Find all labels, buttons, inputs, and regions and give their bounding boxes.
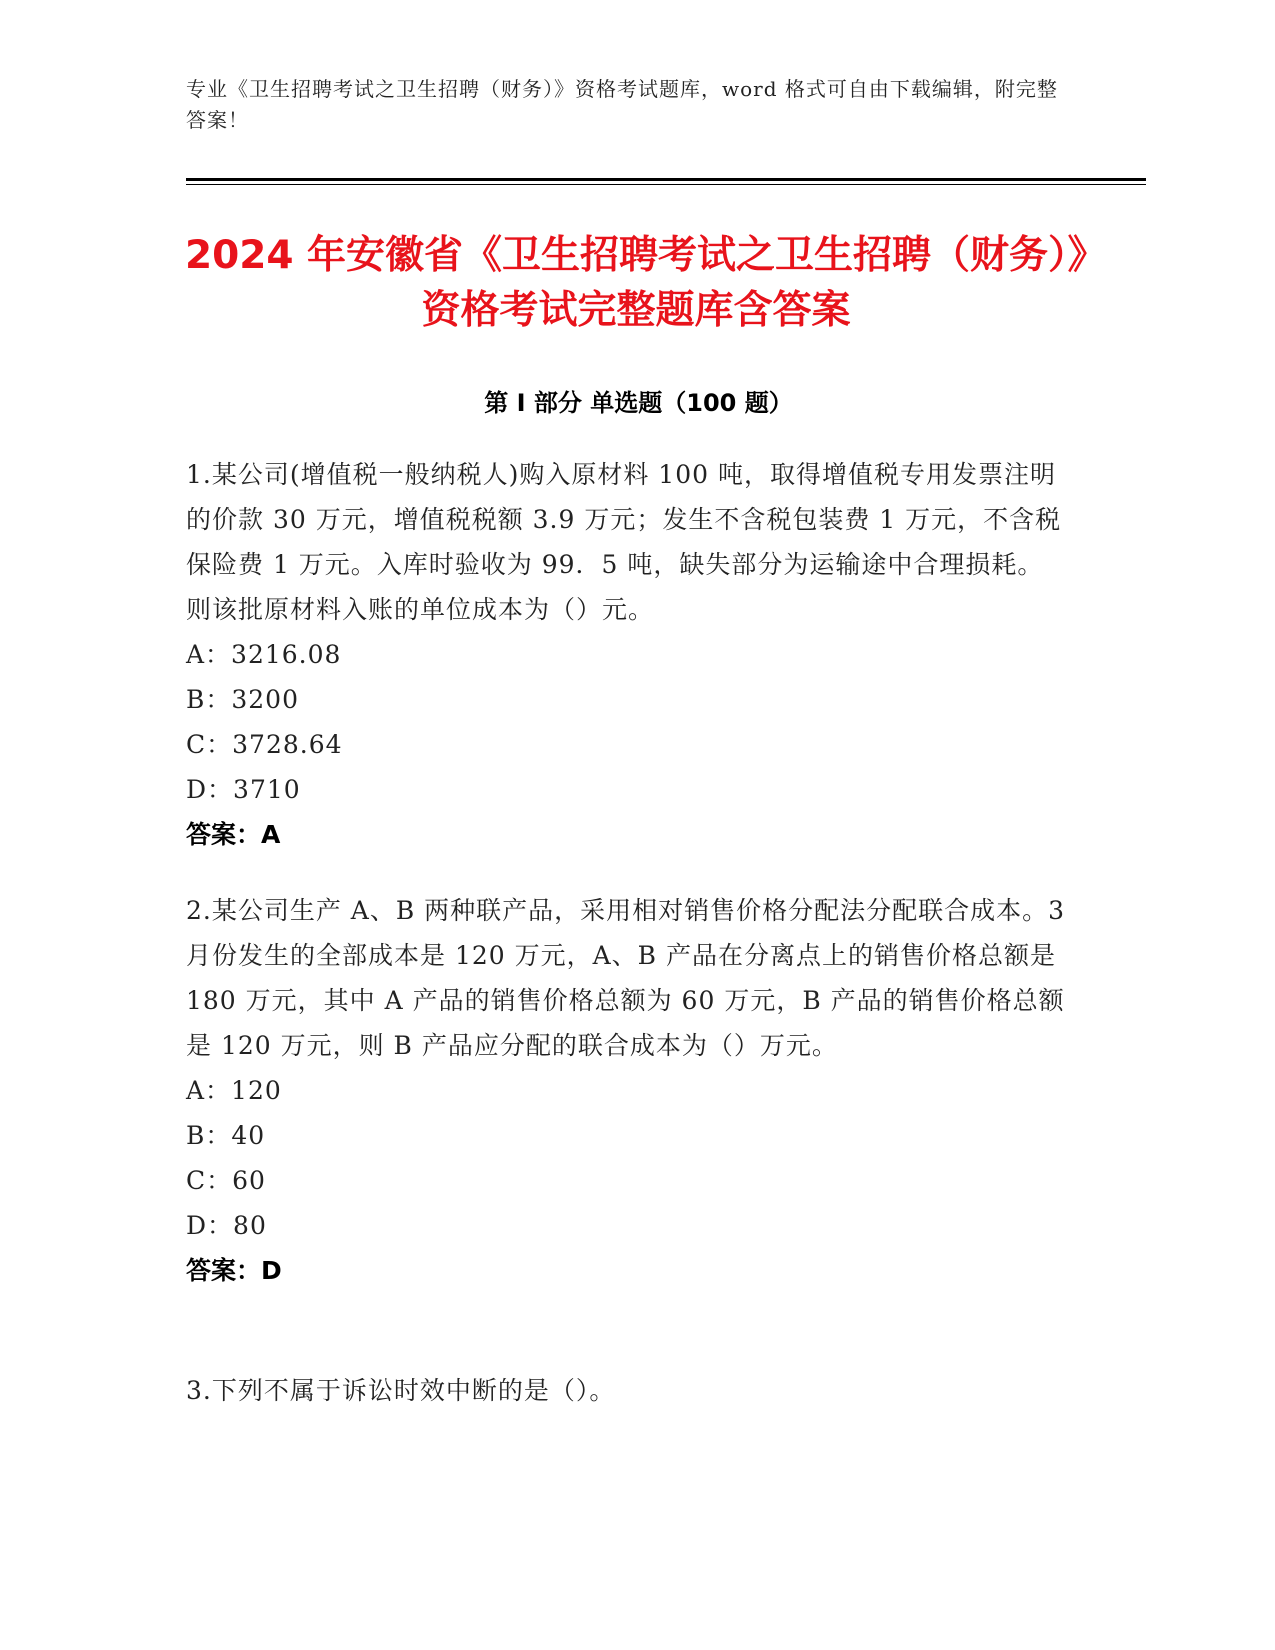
answer-label: 答案：D <box>186 1256 282 1285</box>
option-a: A：120 <box>186 1076 282 1105</box>
question-3 <box>186 1368 1066 1413</box>
option-b: B：40 <box>186 1121 266 1150</box>
question-stem: 2.某公司生产 A、B 两种联产品，采用相对销售价格分配法分配联合成本。3 月份发生的全部成本是 120 万元，A、B 产品在分离点上的销售价格总额是 180 万元，其中 A 产品的销售价格总额为 60 万元，B 产品的销售价格总额是 120 万元，则 B 产品应分配的联合成本为（）万元。 <box>186 896 1066 1060</box>
option-d: D：80 <box>186 1211 267 1240</box>
section-title: 第 I 部分 单选题（100 题） <box>484 389 793 417</box>
question-2 <box>186 888 1066 1293</box>
option-a: A：3216.08 <box>186 640 342 669</box>
option-d: D：3710 <box>186 775 301 804</box>
question-1 <box>186 452 1066 857</box>
header-divider-thin <box>186 184 1146 185</box>
question-stem: 1.某公司(增值税一般纳税人)购入原材料 100 吨，取得增值税专用发票注明的价款 30 万元，增值税税额 3.9 万元；发生不含税包装费 1 万元，不含税保险费 1 万元。入库时验收为 99．5 吨，缺失部分为运输途中合理损耗。则该批原材料入账的单位成本为（）元。 <box>186 460 1062 624</box>
option-c: C：3728.64 <box>186 730 343 759</box>
header-note: 专业《卫生招聘考试之卫生招聘（财务）》资格考试题库，word 格式可自由下载编辑，附完整答案！ <box>186 77 1058 132</box>
answer-label: 答案：A <box>186 820 281 849</box>
option-b: B：3200 <box>186 685 299 714</box>
option-c: C：60 <box>186 1166 266 1195</box>
question-stem: 3.下列不属于诉讼时效中断的是（）。 <box>186 1376 616 1405</box>
header-divider-thick <box>186 178 1146 181</box>
document-title: 2024 年安徽省《卫生招聘考试之卫生招聘（财务）》资格考试完整题库含答案 <box>184 233 1088 333</box>
